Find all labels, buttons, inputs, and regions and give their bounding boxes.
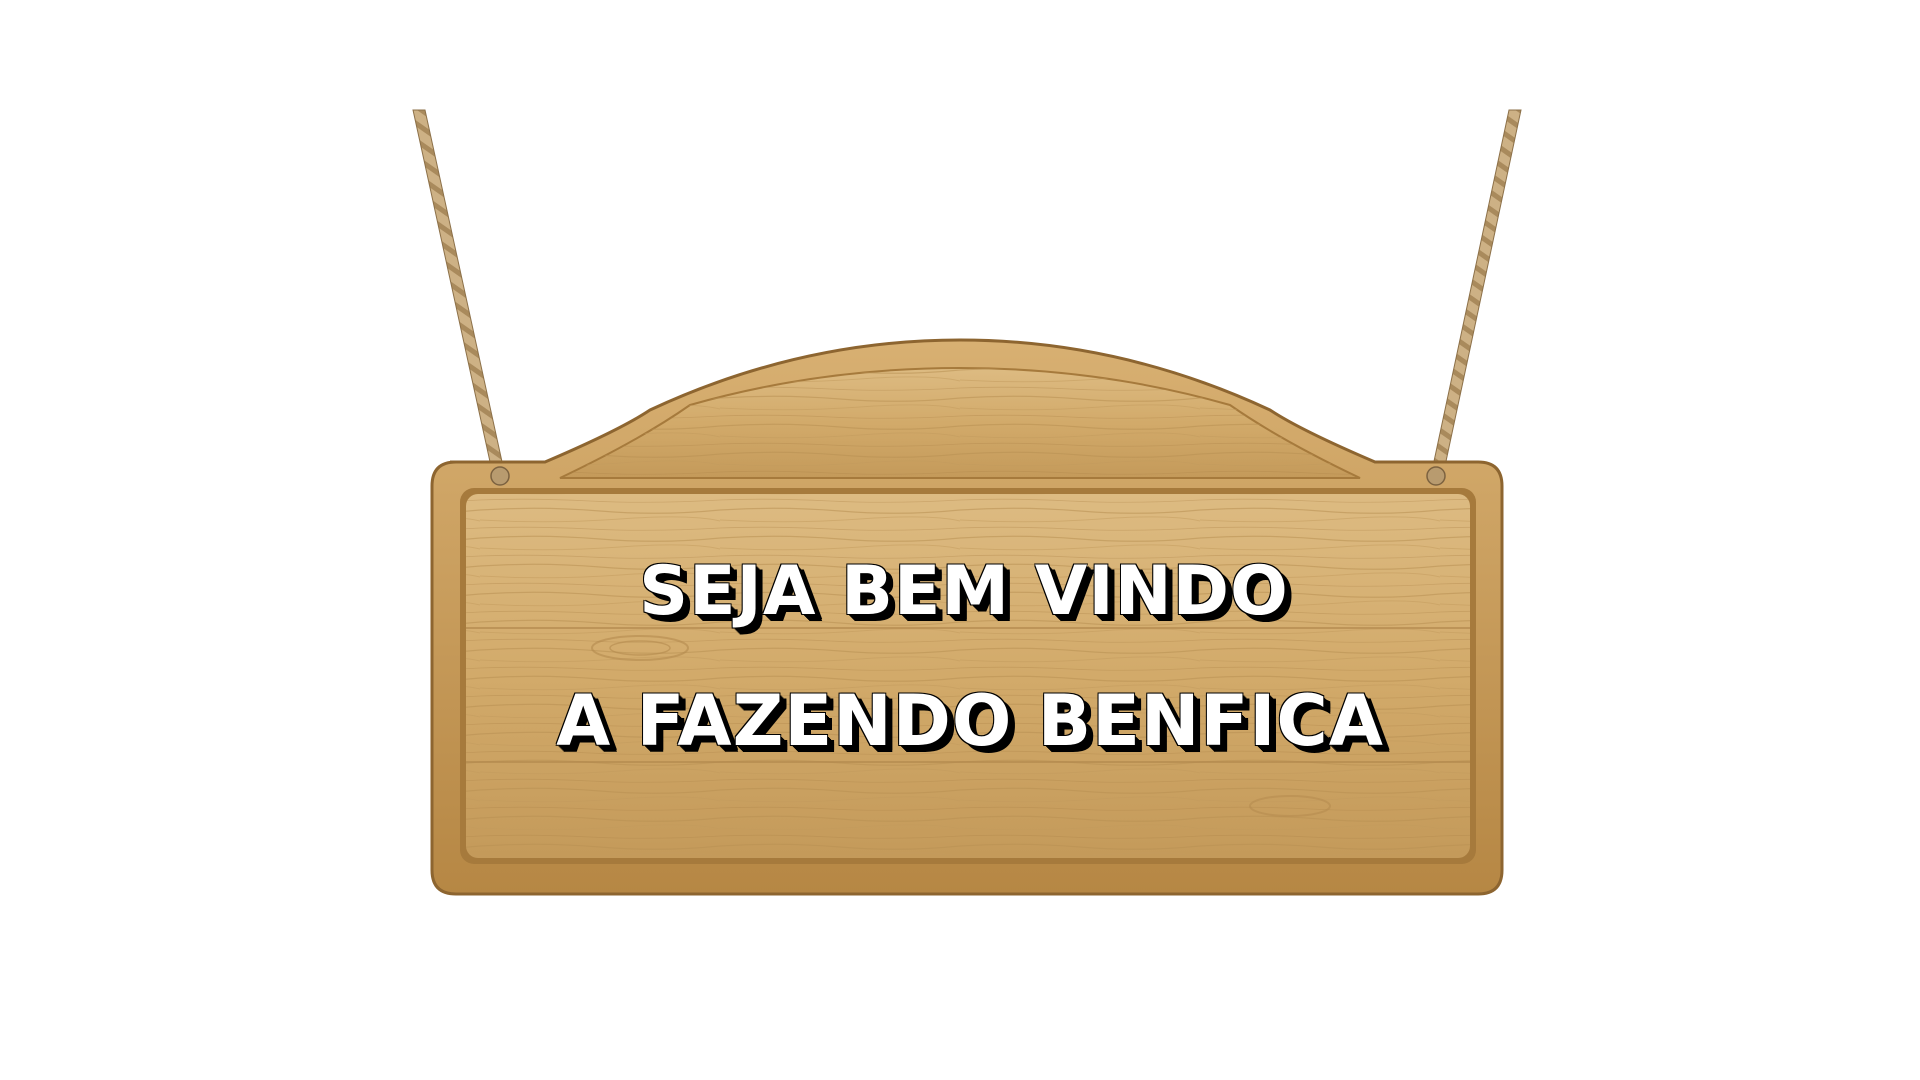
sign-title-line-1: SEJA BEM VINDO [639, 552, 1289, 631]
left-rope-knot [491, 467, 509, 485]
right-rope [1430, 110, 1521, 480]
sign-title-line-2: A FAZENDO BENFICA [556, 680, 1384, 762]
left-rope [413, 110, 506, 480]
right-rope-knot [1427, 467, 1445, 485]
